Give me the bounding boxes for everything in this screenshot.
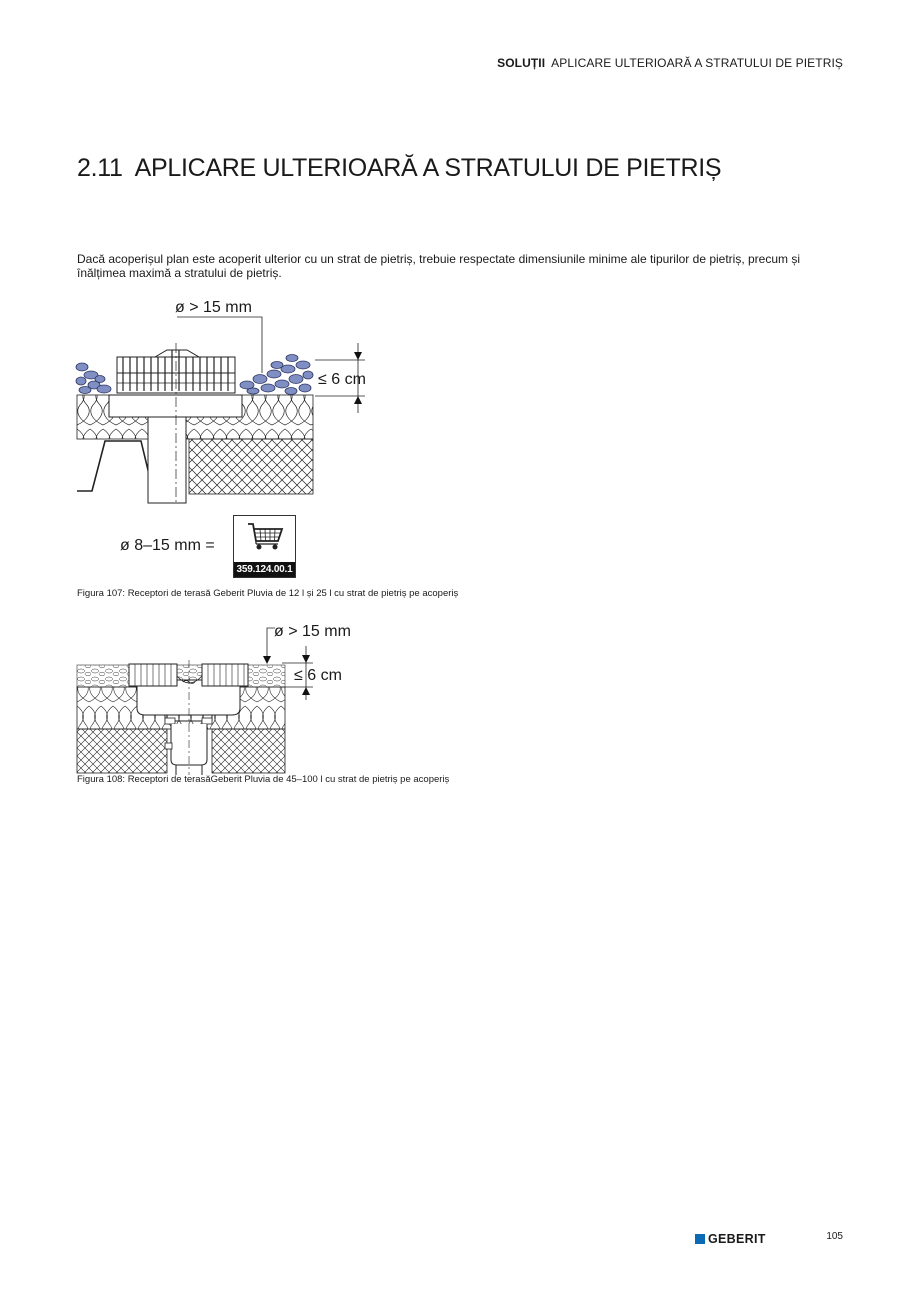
height-label: ≤ 6 cm [318, 371, 366, 388]
article-box [233, 515, 296, 578]
gravel-size-label: ø 8–15 mm = [120, 537, 215, 554]
logo-text: GEBERIT [708, 1232, 766, 1246]
header-category: SOLUȚII [497, 56, 546, 70]
section-title [77, 154, 721, 183]
gravel-left [76, 363, 111, 394]
section-title-text: APLICARE ULTERIOARĂ A STRATULUI DE PIETRIȘ [134, 154, 722, 182]
gravel-right [240, 355, 313, 395]
diameter-label: ø > 15 mm [175, 299, 252, 316]
figure-107-caption: Figura 107: Receptori de terasă Geberit Pluvia de 12 l și 25 l cu strat de pietriș pe acoperiș [77, 588, 459, 599]
concrete-right-108 [212, 729, 285, 773]
intro-paragraph: Dacă acoperișul plan este acoperit ulterior cu un strat de pietriș, trebuie respectate dimensiunile minime ale tipurilor de pietriș, precum și înălțimea maximă a stratului de pietriș. [77, 252, 801, 280]
drain-pipe [148, 417, 186, 503]
running-header [497, 56, 843, 70]
diameter-label-108: ø > 15 mm [274, 623, 351, 640]
header-section: APLICARE ULTERIOARĂ A STRATULUI DE PIETRIȘ [551, 56, 843, 70]
figure-107-drawing [77, 295, 377, 505]
section-number: 2.11 [77, 154, 123, 182]
geberit-logo [695, 1232, 766, 1246]
concrete-left-108 [77, 729, 167, 773]
figure-108-caption: Figura 108: Receptori de terasăGeberit Pluvia de 45–100 l cu strat de pietriș pe acoperiș [77, 774, 450, 785]
logo-square-icon [695, 1234, 705, 1244]
figure-108-drawing [77, 620, 377, 775]
height-label-108: ≤ 6 cm [294, 667, 342, 684]
article-number: 359.124.00.1 [234, 562, 295, 577]
concrete-layer [189, 439, 313, 494]
page-number: 105 [826, 1231, 843, 1242]
shopping-cart-icon [246, 521, 286, 553]
